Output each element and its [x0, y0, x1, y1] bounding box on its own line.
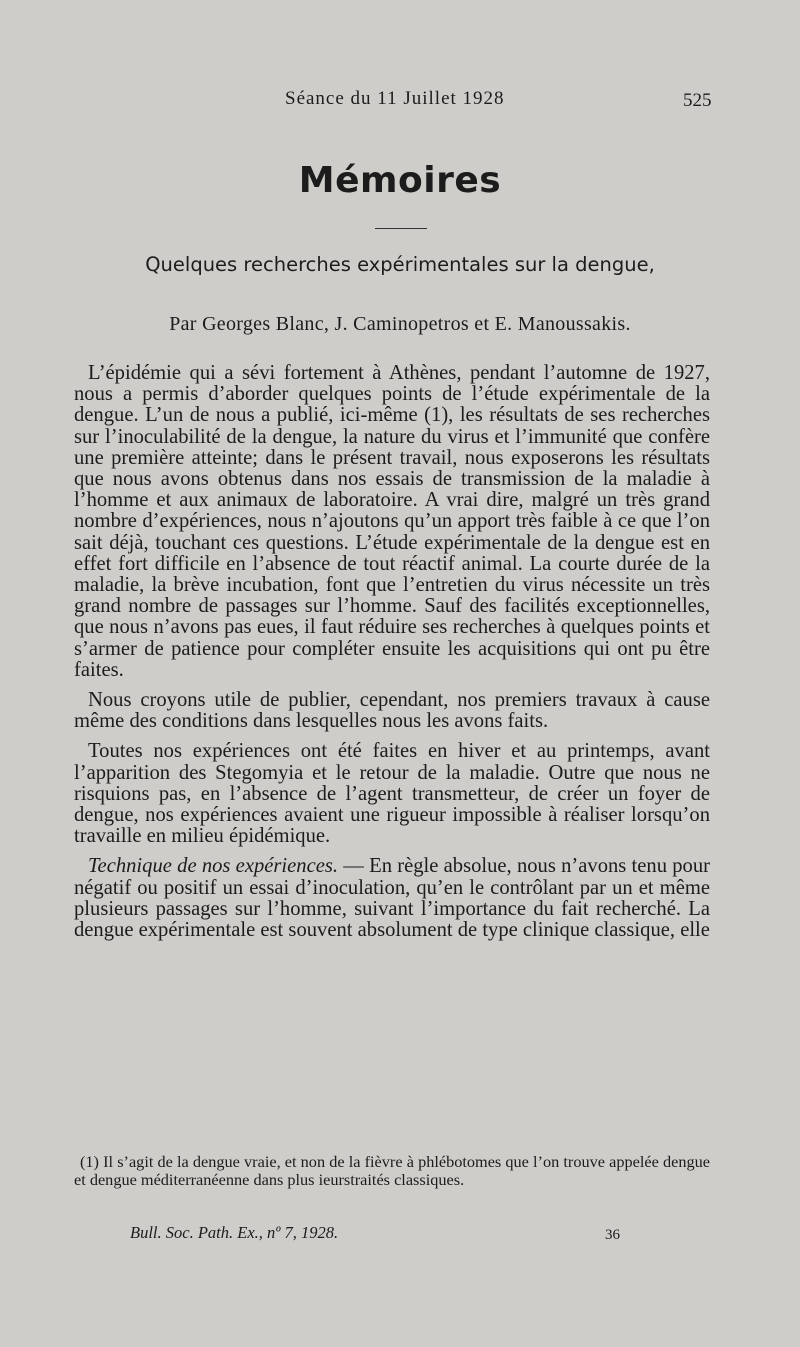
technique-text: — En règle absolue, nous n’avons tenu pour négatif ou positif un essai d’inoculation, qu’en le contrôlant par un et même plusieurs passages sur l’homme, suivant l’importance du fait recherché. La dengue expérimentale est souvent absolument de type clinique classique, elle — [74, 855, 711, 942]
running-head: Séance du 11 Juillet 1928 — [285, 88, 505, 109]
section-title: Mémoires — [298, 160, 502, 201]
technique-heading: Technique de nos expériences. — [88, 855, 339, 878]
article-body — [74, 363, 710, 950]
sheet-number: 36 — [605, 1227, 620, 1243]
paragraph-technique — [74, 856, 710, 941]
footnote: (1) Il s’agit de la dengue vraie, et non de la fièvre à phlébotomes que l’on trouve appelée dengue et dengue méditerranéenne dans plus ieurstraités classiques. — [74, 1152, 710, 1189]
page-number: 525 — [683, 90, 712, 111]
page-footer — [0, 1223, 800, 1247]
article-title: Quelques recherches expérimentales sur la dengue, — [145, 253, 655, 276]
title-divider — [375, 228, 427, 229]
article-authors: Par Georges Blanc, J. Caminopetros et E. Manoussakis. — [169, 313, 631, 335]
journal-reference: Bull. Soc. Path. Ex., nº 7, 1928. — [130, 1223, 339, 1242]
paragraph: Nous croyons utile de publier, cependant, nos premiers travaux à cause même des conditions dans lesquelles nous les avons faits. — [74, 689, 710, 733]
paragraph: L’épidémie qui a sévi fortement à Athènes, pendant l’automne de 1927, nous a permis d’aborder quelques points de l’étude expérimentale de la dengue. L’un de nous a publié, ici-même (1), les résultats de ses recherches sur l’inoculabilité de la dengue, la nature du virus et l’immunité que confère une première atteinte; dans le présent travail, nous exposerons les résultats que nous avons obtenus dans nos essais de transmission de la maladie à l’homme et aux animaux de laboratoire. A vrai dire, malgré un très grand nombre d’expériences, nous n’ajoutons qu’un apport très faible à ce que l’on sait déjà, touchant ces questions. L’étude expérimentale de la dengue est en effet fort difficile en l’absence de tout réactif animal. La courte durée de la maladie, la brève incubation, font que l’entretien du virus nécessite un très grand nombre de passages sur l’homme. Sauf des facilités exceptionnelles, que nous n’avons pas eues, il faut réduire ses recherches à quelques points et s’armer de patience pour compléter ensuite les acquisitions qui ont pu être faites. — [74, 362, 710, 681]
page-header — [0, 88, 800, 118]
paragraph: Toutes nos expériences ont été faites en hiver et au printemps, avant l’apparition des Stegomyia et le retour de la maladie. Outre que nous ne risquions pas, en l’absence de l’agent transmetteur, de créer un foyer de dengue, nos expériences avaient une rigueur impossible à réaliser lorsqu’on travaille en milieu épidémique. — [74, 740, 710, 848]
